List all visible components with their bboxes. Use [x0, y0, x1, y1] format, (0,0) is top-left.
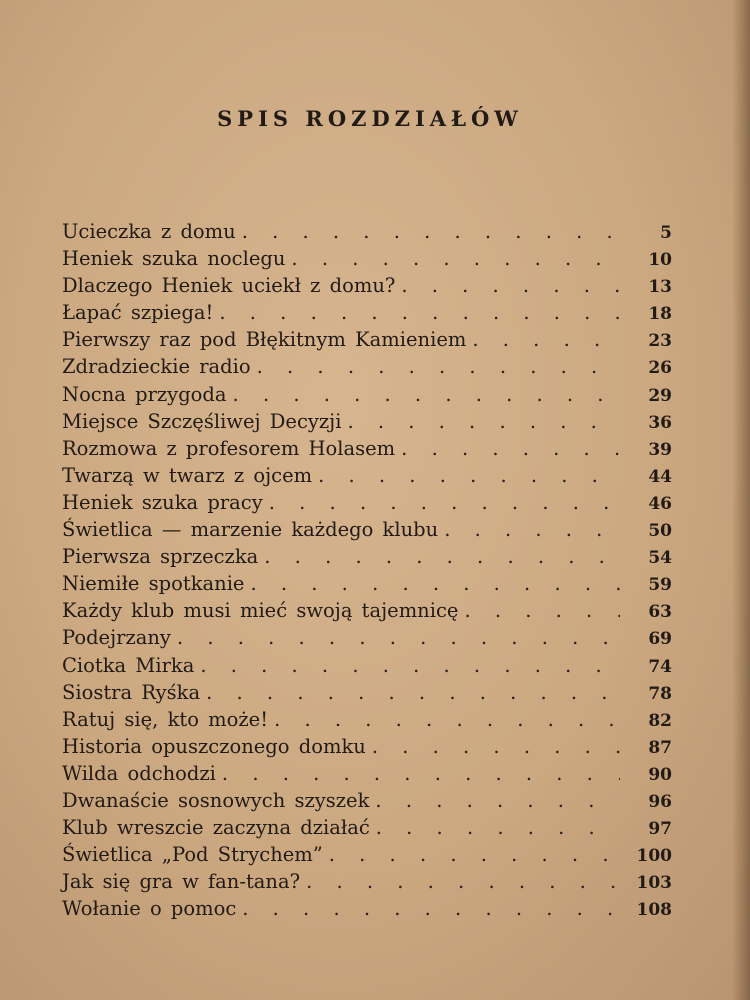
toc-entry-page-number: 82: [648, 710, 672, 731]
dot-leader: [312, 462, 620, 489]
toc-entry: [62, 841, 672, 868]
toc-entry-page-number: 5: [660, 223, 672, 243]
toc-entry: [62, 543, 672, 570]
toc-entry-title: Siostra Ryśka: [62, 680, 201, 704]
toc-entry-page-number: 26: [648, 358, 672, 379]
toc-entry-page-number: 108: [636, 900, 672, 921]
toc-entry-title: Rozmowa z profesorem Holasem: [62, 436, 396, 460]
toc-entry-page-number: 87: [648, 737, 672, 758]
dot-leader: [369, 787, 620, 814]
toc-entry: [62, 272, 672, 299]
dot-leader: [263, 489, 620, 516]
toc-entry: [62, 570, 672, 597]
toc-entry-page-number: 97: [648, 819, 672, 840]
toc-entry-page-number: 54: [648, 548, 672, 569]
toc-entry-page-number: 96: [648, 791, 672, 812]
dot-leader: [341, 408, 620, 435]
toc-entry-title: Pierwszy raz pod Błękitnym Kamieniem: [62, 328, 467, 352]
dot-leader: [251, 353, 620, 380]
toc-entry: [62, 760, 672, 787]
toc-entry-title: Jak się gra w fan-tana?: [62, 870, 301, 894]
toc-entry-title: Twarzą w twarz z ojcem: [62, 463, 313, 487]
toc-entry-title: Świetlica „Pod Strychem”: [62, 843, 323, 867]
dot-leader: [213, 299, 620, 326]
toc-entry: [62, 814, 672, 841]
dot-leader: [395, 435, 620, 462]
toc-entry-page-number: 69: [648, 629, 672, 650]
toc-entry: [62, 868, 672, 895]
toc-entry-title: Miejsce Szczęśliwej Decyzji: [62, 409, 342, 433]
dot-leader: [194, 652, 620, 679]
toc-entry: [62, 408, 672, 435]
dot-leader: [300, 868, 620, 895]
dot-leader: [200, 679, 620, 706]
toc-entry-title: Pierwsza sprzeczka: [62, 545, 259, 569]
dot-leader: [244, 570, 620, 597]
toc-entry-title: Zdradzieckie radio: [62, 355, 251, 379]
toc-entry-page-number: 100: [636, 846, 672, 867]
toc-entry: [62, 218, 672, 245]
toc-entry-title: Ratuj się, kto może!: [62, 707, 269, 731]
toc-entry: [62, 624, 672, 651]
table-of-contents: [62, 218, 672, 922]
toc-entry-page-number: 13: [648, 277, 672, 298]
dot-leader: [366, 733, 620, 760]
toc-entry: [62, 679, 672, 706]
toc-entry: [62, 733, 672, 760]
dot-leader: [466, 326, 620, 353]
toc-entry-title: Ciotka Mirka: [62, 653, 195, 677]
toc-entry: [62, 299, 672, 326]
toc-entry-title: Heniek szuka noclegu: [62, 247, 286, 271]
toc-entry-page-number: 74: [648, 656, 672, 677]
toc-entry-page-number: 50: [648, 521, 672, 542]
dot-leader: [236, 895, 620, 922]
toc-entry-title: Każdy klub musi mieć swoją tajemnicę: [62, 599, 459, 623]
dot-leader: [216, 760, 620, 787]
dot-leader: [268, 706, 620, 733]
toc-entry: [62, 489, 672, 516]
toc-entry-page-number: 90: [648, 764, 672, 785]
toc-entry-title: Podejrzany: [62, 626, 171, 650]
toc-entry-page-number: 63: [648, 602, 672, 623]
toc-entry-title: Historia opuszczonego domku: [62, 734, 366, 758]
toc-entry-title: Dwanaście sosnowych szyszek: [62, 788, 370, 812]
toc-entry: [62, 706, 672, 733]
dot-leader: [285, 245, 620, 272]
toc-entry: [62, 245, 672, 272]
page-title: SPIS ROZDZIAŁÓW: [217, 106, 523, 131]
toc-entry: [62, 516, 672, 543]
page-edge-shadow: [732, 0, 750, 1000]
dot-leader: [236, 218, 620, 245]
toc-entry-page-number: 10: [648, 250, 672, 271]
toc-entry-page-number: 103: [636, 873, 672, 894]
toc-entry-title: Heniek szuka pracy: [62, 490, 263, 514]
toc-entry-page-number: 36: [648, 412, 672, 433]
toc-entry-title: Ucieczka z domu: [62, 220, 236, 243]
dot-leader: [323, 841, 620, 868]
toc-entry-page-number: 39: [648, 439, 672, 460]
toc-entry-title: Klub wreszcie zaczyna działać: [62, 816, 370, 840]
toc-entry: [62, 597, 672, 624]
dot-leader: [171, 624, 620, 651]
toc-entry-page-number: 78: [648, 683, 672, 704]
toc-entry-title: Świetlica — marzenie każdego klubu: [62, 518, 439, 542]
toc-entry: [62, 652, 672, 679]
toc-entry-title: Wołanie o pomoc: [62, 897, 237, 921]
toc-entry-title: Łapać szpiega!: [62, 301, 214, 325]
toc-entry-page-number: 46: [648, 493, 672, 514]
toc-entry: [62, 326, 672, 353]
dot-leader: [227, 381, 620, 408]
toc-entry-title: Dlaczego Heniek uciekł z domu?: [62, 274, 396, 298]
toc-entry: [62, 895, 672, 922]
toc-entry-page-number: 59: [648, 575, 672, 596]
toc-entry: [62, 353, 672, 380]
toc-entry-page-number: 29: [648, 385, 672, 406]
dot-leader: [258, 543, 620, 570]
toc-entry-page-number: 44: [648, 466, 672, 487]
toc-entry-title: Niemiłe spotkanie: [62, 572, 245, 596]
dot-leader: [438, 516, 620, 543]
toc-entry: [62, 381, 672, 408]
dot-leader: [370, 814, 620, 841]
toc-entry: [62, 787, 672, 814]
dot-leader: [458, 597, 620, 624]
dot-leader: [395, 272, 620, 299]
toc-entry-title: Wilda odchodzi: [62, 761, 216, 785]
toc-entry-page-number: 18: [648, 304, 672, 325]
toc-entry-title: Nocna przygoda: [62, 382, 227, 406]
toc-entry: [62, 462, 672, 489]
toc-entry: [62, 435, 672, 462]
toc-entry-page-number: 23: [648, 331, 672, 352]
